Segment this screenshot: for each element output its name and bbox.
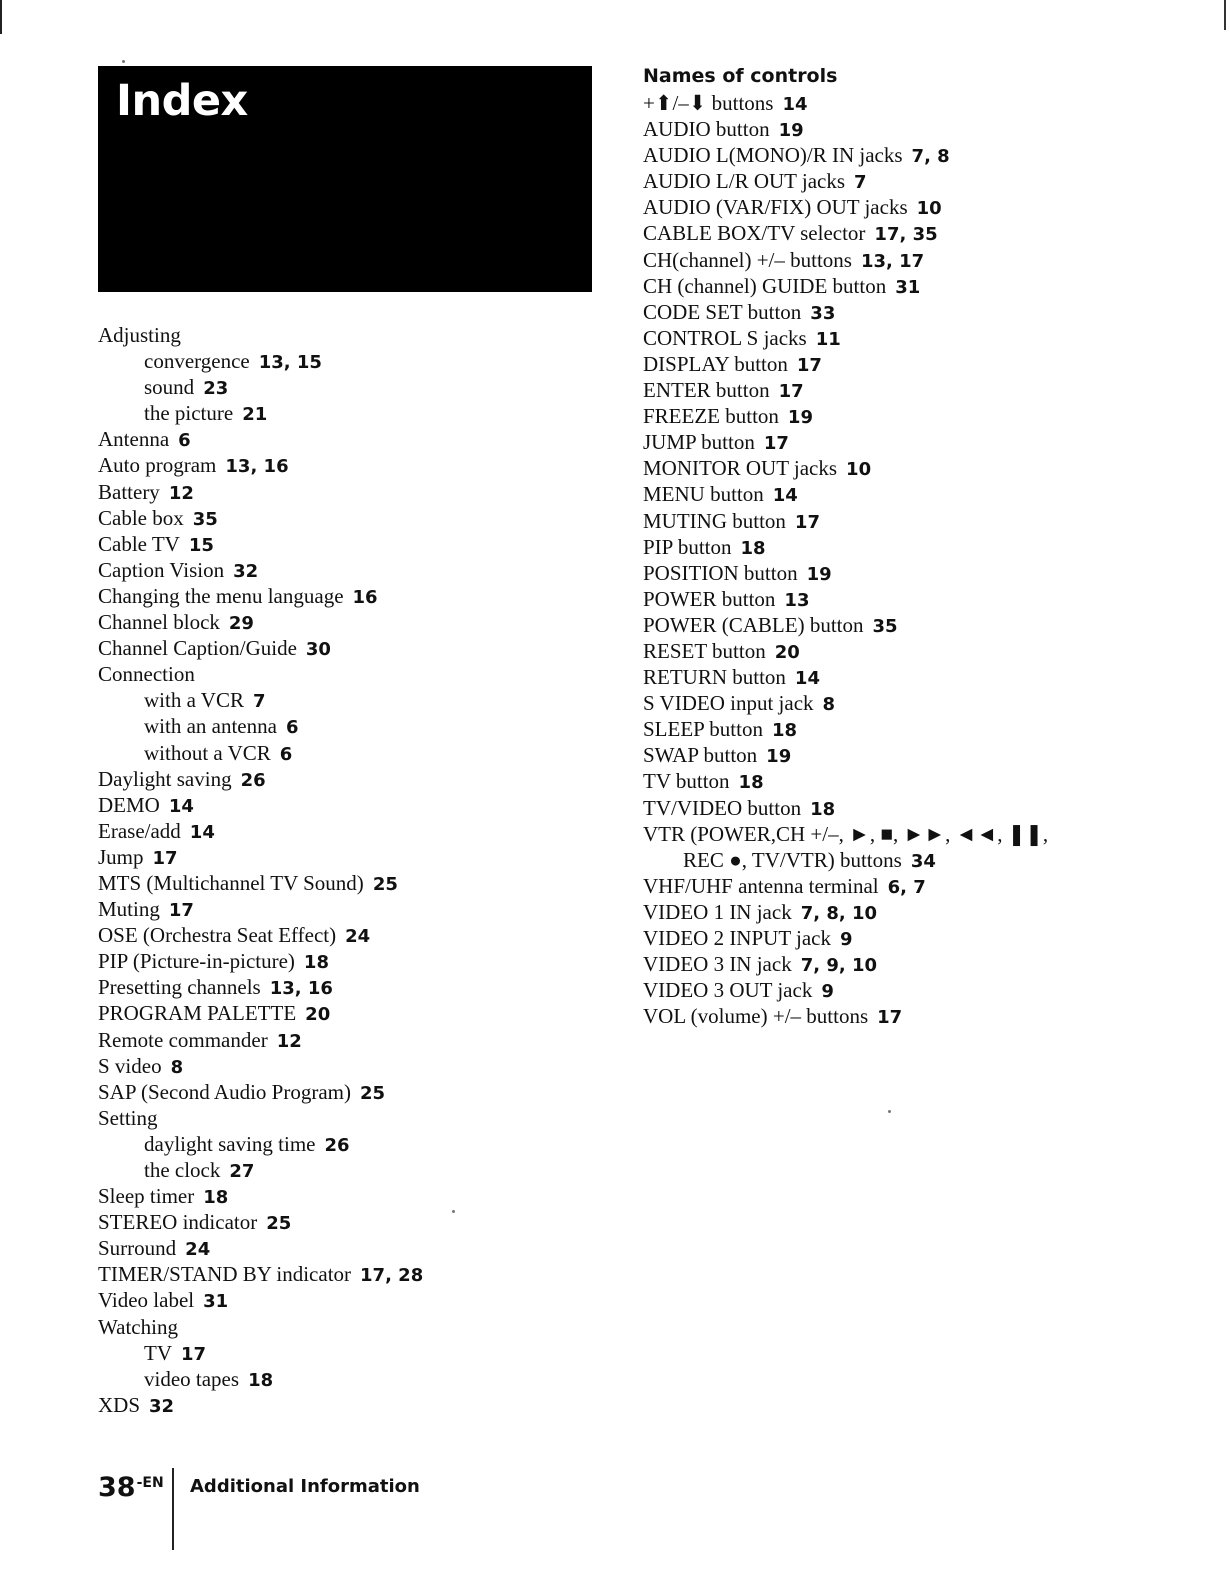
index-entry-text: PIP button xyxy=(643,534,732,559)
index-entry-pages: 12 xyxy=(276,1030,302,1052)
index-entry-text: VTR (POWER,CH +/–, ►, ■, ►►, ◄◄, ❚❚, xyxy=(643,821,1049,846)
index-entry-pages: 8 xyxy=(170,1056,184,1078)
index-entry xyxy=(98,1340,618,1366)
index-entry-text: with an antenna xyxy=(144,714,277,739)
index-entry-text: Remote commander xyxy=(98,1027,268,1052)
index-entry xyxy=(98,948,618,974)
index-entry-text: STEREO indicator xyxy=(98,1210,258,1235)
index-entry xyxy=(643,247,1203,273)
index-entry xyxy=(643,377,1203,403)
index-entry-pages: 17 xyxy=(152,847,178,869)
index-entry-text: PIP (Picture-in-picture) xyxy=(98,949,295,974)
index-entry-text: Setting xyxy=(98,1105,158,1130)
index-entry xyxy=(98,687,618,713)
index-entry-pages: 33 xyxy=(810,302,836,324)
index-entry-text: VIDEO 1 IN jack xyxy=(643,899,792,924)
index-entry-text: CONTROL S jacks xyxy=(643,325,807,350)
index-entry xyxy=(643,429,1203,455)
index-entry xyxy=(98,1287,618,1313)
index-entry-text: +⬆/–⬇ buttons xyxy=(643,91,774,115)
page-title: Index xyxy=(116,76,248,126)
index-entry-pages: 20 xyxy=(305,1004,331,1026)
index-entry xyxy=(98,844,618,870)
index-entry-pages: 7, 8, 10 xyxy=(800,902,878,924)
index-entry-pages: 24 xyxy=(185,1239,211,1261)
index-entry xyxy=(98,531,618,557)
index-entry xyxy=(643,481,1203,507)
index-entry xyxy=(98,505,618,531)
page-language-suffix: -EN xyxy=(136,1475,164,1491)
index-entry-pages: 13 xyxy=(784,589,810,611)
index-entry-text: Connection xyxy=(98,662,195,687)
index-entry xyxy=(98,740,618,766)
index-entry xyxy=(643,899,1203,925)
index-entry-pages: 19 xyxy=(787,407,813,429)
index-entry-text: Adjusting xyxy=(98,323,181,347)
index-entry-text: Video label xyxy=(98,1288,195,1313)
index-entry-text: Changing the menu language xyxy=(98,583,344,608)
index-entry-pages: 31 xyxy=(203,1291,229,1313)
index-entry-text: sound xyxy=(144,375,195,400)
index-entry-pages: 26 xyxy=(240,769,266,791)
index-entry xyxy=(643,638,1203,664)
index-entry-pages: 32 xyxy=(149,1395,175,1417)
index-entry-pages: 18 xyxy=(248,1369,274,1391)
index-entry xyxy=(643,220,1203,246)
index-entry-pages: 31 xyxy=(895,276,921,298)
index-entry xyxy=(643,90,1203,116)
index-entry-text: S VIDEO input jack xyxy=(643,691,814,716)
index-entry-text: Watching xyxy=(98,1314,178,1339)
index-entry-pages: 30 xyxy=(305,639,331,661)
index-entry-pages: 18 xyxy=(303,952,329,974)
scan-speck xyxy=(122,60,125,63)
index-entry-pages: 13, 17 xyxy=(860,250,925,272)
index-entry-pages: 10 xyxy=(846,459,872,481)
index-entry-text: JUMP button xyxy=(643,430,755,455)
index-entry-text: daylight saving time xyxy=(144,1131,316,1156)
index-entry xyxy=(643,925,1203,951)
index-entry-text: TV/VIDEO button xyxy=(643,795,802,820)
index-entry xyxy=(98,400,618,426)
index-entry-pages: 20 xyxy=(774,641,800,663)
scan-edge-mark-right xyxy=(1224,0,1226,30)
index-entry-pages: 17, 28 xyxy=(360,1265,424,1287)
index-entry-text: Jump xyxy=(98,844,144,869)
index-entry xyxy=(643,742,1203,768)
index-entry xyxy=(643,508,1203,534)
index-entry-pages: 25 xyxy=(359,1082,386,1104)
index-entry xyxy=(98,557,618,583)
index-entry-text: Surround xyxy=(98,1236,177,1261)
index-entry-text: SAP (Second Audio Program) xyxy=(98,1079,351,1104)
index-entry-text: Daylight saving xyxy=(98,766,232,791)
index-entry xyxy=(643,873,1203,899)
index-entry-text: AUDIO (VAR/FIX) OUT jacks xyxy=(643,195,908,220)
index-entry xyxy=(98,1235,618,1261)
index-entry xyxy=(643,690,1203,716)
index-entry xyxy=(643,325,1203,351)
index-entry xyxy=(98,766,618,792)
index-entry-pages: 7 xyxy=(252,691,266,713)
index-entry xyxy=(98,870,618,896)
index-entry-text: VIDEO 2 INPUT jack xyxy=(643,926,831,950)
index-entry xyxy=(98,713,618,739)
index-entry-pages: 9 xyxy=(840,929,853,950)
index-entry-text: AUDIO L/R OUT jacks xyxy=(643,169,846,194)
index-entry-text: MUTING button xyxy=(643,508,786,533)
index-entry-text: VOL (volume) +/– buttons xyxy=(643,1004,869,1029)
index-entry-text: the clock xyxy=(144,1158,221,1182)
index-entry-pages: 34 xyxy=(910,850,936,872)
index-entry-text: RETURN button xyxy=(643,665,786,690)
index-entry xyxy=(643,586,1203,612)
index-entry-text: AUDIO L(MONO)/R IN jacks xyxy=(643,143,903,168)
index-entry-text: Cable TV xyxy=(98,531,180,556)
index-entry-text: Battery xyxy=(98,479,160,504)
index-entry-pages: 25 xyxy=(266,1213,292,1235)
index-entry xyxy=(643,951,1203,977)
index-entry-text: TV button xyxy=(643,769,730,794)
index-entry xyxy=(98,974,618,1000)
index-entry-pages: 18 xyxy=(740,537,766,559)
index-entry xyxy=(643,795,1203,821)
index-entry-text: without a VCR xyxy=(144,740,271,765)
index-entry-text: MTS (Multichannel TV Sound) xyxy=(98,870,364,895)
index-entry xyxy=(98,661,618,687)
index-entry-text: MENU button xyxy=(643,482,764,507)
index-entry xyxy=(643,768,1203,794)
index-entry xyxy=(643,1003,1203,1029)
index-entry xyxy=(643,116,1203,142)
index-entry xyxy=(98,374,618,400)
index-entry xyxy=(643,142,1203,168)
index-entry xyxy=(643,560,1203,586)
index-entry xyxy=(643,847,1203,873)
index-entry-pages: 17 xyxy=(168,900,194,922)
index-entry xyxy=(643,977,1203,1003)
index-entry xyxy=(98,1366,618,1392)
index-entry xyxy=(98,922,618,948)
index-entry-pages: 17 xyxy=(796,354,822,376)
index-title-banner xyxy=(98,66,592,292)
index-entry xyxy=(98,1209,618,1235)
index-entry-pages: 14 xyxy=(189,821,215,843)
index-entry-text: Channel block xyxy=(98,610,220,635)
index-entry xyxy=(643,351,1203,377)
index-entry-text: Erase/add xyxy=(98,818,181,843)
index-entry-text: CABLE BOX/TV selector xyxy=(643,221,866,246)
index-entry-pages: 13, 16 xyxy=(225,456,289,478)
index-entry-text: TV xyxy=(144,1340,172,1365)
index-entry-pages: 35 xyxy=(872,615,898,637)
index-entry-text: Sleep timer xyxy=(98,1184,195,1209)
index-entry-text: VIDEO 3 OUT jack xyxy=(643,978,813,1003)
index-entry xyxy=(98,818,618,844)
index-entry-pages: 14 xyxy=(772,485,798,507)
index-entry xyxy=(98,1000,618,1026)
index-entry-text: the picture xyxy=(144,401,234,426)
index-entry-pages: 14 xyxy=(794,668,820,690)
index-entry-text: FREEZE button xyxy=(643,404,779,429)
index-entry-pages: 13, 15 xyxy=(258,352,322,374)
index-entry xyxy=(643,455,1203,481)
index-entry xyxy=(98,609,618,635)
index-entry-text: AUDIO button xyxy=(643,117,770,142)
index-entry xyxy=(643,194,1203,220)
index-entry-text: PROGRAM PALETTE xyxy=(98,1001,297,1026)
index-entry-text: S video xyxy=(98,1053,162,1078)
index-entry-text: SLEEP button xyxy=(643,717,763,742)
index-entry-text: Cable box xyxy=(98,505,184,530)
index-entry-text: Auto program xyxy=(98,453,217,478)
index-entry-pages: 15 xyxy=(188,534,214,556)
index-entry xyxy=(643,612,1203,638)
index-entry-pages: 25 xyxy=(372,873,398,895)
index-entry-pages: 14 xyxy=(782,94,808,115)
index-entry-pages: 35 xyxy=(192,508,218,530)
index-entry xyxy=(98,1053,618,1079)
index-entry-text: Channel Caption/Guide xyxy=(98,636,297,661)
index-entry-pages: 19 xyxy=(806,563,832,585)
index-entry-pages: 18 xyxy=(810,798,836,820)
index-entry-text: POWER button xyxy=(643,586,776,611)
index-entry xyxy=(98,1157,618,1183)
index-entry-text: OSE (Orchestra Seat Effect) xyxy=(98,923,337,948)
index-entry-text: Muting xyxy=(98,897,160,922)
scan-edge-mark-left xyxy=(0,0,2,34)
index-entry xyxy=(643,664,1203,690)
index-entry xyxy=(98,1027,618,1053)
index-entry xyxy=(98,348,618,374)
section-heading-names-of-controls: Names of controls xyxy=(643,65,838,87)
index-entry-pages: 18 xyxy=(203,1187,229,1209)
index-entry-text: XDS xyxy=(98,1392,141,1417)
index-entry-pages: 8 xyxy=(822,694,836,716)
index-entry-text: with a VCR xyxy=(144,688,244,713)
index-entry-pages: 17 xyxy=(778,381,804,403)
index-entry-pages: 19 xyxy=(766,746,792,768)
index-entry-pages: 6 xyxy=(285,717,299,739)
index-entry-pages: 7 xyxy=(854,172,867,194)
scan-speck xyxy=(888,1110,891,1113)
index-entry-pages: 7, 9, 10 xyxy=(800,955,878,977)
index-entry-pages: 17 xyxy=(763,433,789,455)
index-entry xyxy=(98,792,618,818)
index-entry-pages: 27 xyxy=(229,1161,255,1182)
index-entry-pages: 13, 16 xyxy=(269,978,333,1000)
index-column-left xyxy=(98,322,618,1418)
index-entry-pages: 18 xyxy=(738,772,764,794)
index-entry-pages: 6 xyxy=(279,743,293,765)
index-entry xyxy=(98,1183,618,1209)
index-entry xyxy=(643,716,1203,742)
index-entry xyxy=(98,896,618,922)
index-entry-pages: 9 xyxy=(821,981,834,1003)
index-entry-text: TIMER/STAND BY indicator xyxy=(98,1262,352,1287)
index-entry xyxy=(98,1261,618,1287)
index-entry-text: convergence xyxy=(144,349,250,374)
index-entry-pages: 7, 8 xyxy=(911,146,950,168)
index-entry-pages: 17 xyxy=(181,1343,207,1365)
index-entry-text: video tapes xyxy=(144,1366,240,1391)
index-entry xyxy=(98,1079,618,1105)
index-entry-text: Caption Vision xyxy=(98,557,225,582)
index-entry-text: POWER (CABLE) button xyxy=(643,612,864,637)
footer-section-title: Additional Information xyxy=(190,1476,420,1497)
index-entry xyxy=(98,426,618,452)
index-entry xyxy=(98,322,618,348)
index-entry-text: CH(channel) +/– buttons xyxy=(643,247,852,272)
index-entry-pages: 16 xyxy=(352,586,378,608)
index-entry-pages: 6 xyxy=(178,430,191,452)
index-entry xyxy=(98,479,618,505)
index-entry-text: Antenna xyxy=(98,427,170,452)
index-entry-pages: 17, 35 xyxy=(874,224,938,246)
index-entry-pages: 17 xyxy=(794,511,820,533)
index-column-right xyxy=(643,62,1203,1029)
index-entry-text: CH (channel) GUIDE button xyxy=(643,273,887,298)
index-entry-text: DISPLAY button xyxy=(643,351,788,376)
index-entry xyxy=(643,821,1203,847)
index-entry-pages: 23 xyxy=(203,378,229,400)
index-entry-pages: 11 xyxy=(815,328,841,350)
index-entry-pages: 12 xyxy=(168,482,194,504)
index-entry-text: ENTER button xyxy=(643,378,770,403)
index-entry-pages: 6, 7 xyxy=(887,876,926,898)
index-entry-pages: 24 xyxy=(345,926,371,948)
index-entry-pages: 19 xyxy=(778,120,804,142)
index-entry xyxy=(643,299,1203,325)
names-of-controls-list xyxy=(643,90,1203,1029)
index-entry-pages: 14 xyxy=(168,795,194,817)
index-entry-pages: 21 xyxy=(242,404,268,426)
index-entry-text: VHF/UHF antenna terminal xyxy=(643,873,879,898)
index-entry-text: RESET button xyxy=(643,638,766,663)
index-entry-text: Presetting channels xyxy=(98,975,261,1000)
index-entry-pages: 10 xyxy=(916,198,942,220)
index-entry xyxy=(98,1105,618,1131)
index-entry-pages: 29 xyxy=(228,613,254,635)
index-entry xyxy=(98,583,618,609)
index-entry-pages: 18 xyxy=(771,720,798,742)
index-entry-pages: 32 xyxy=(233,560,259,582)
index-entry-text: CODE SET button xyxy=(643,299,802,324)
index-entry xyxy=(98,452,618,478)
index-entry-pages: 26 xyxy=(324,1134,350,1156)
index-entry-text: SWAP button xyxy=(643,743,758,768)
index-entry-text: MONITOR OUT jacks xyxy=(643,456,838,481)
index-entry xyxy=(643,403,1203,429)
index-entry xyxy=(98,635,618,661)
index-entry xyxy=(98,1314,618,1340)
index-entry xyxy=(643,534,1203,560)
index-entry xyxy=(98,1131,618,1157)
footer-divider xyxy=(172,1468,174,1550)
index-entry xyxy=(98,1392,618,1418)
index-entry-text: REC ●, TV/VTR) buttons xyxy=(683,847,902,872)
index-entry-text: VIDEO 3 IN jack xyxy=(643,952,792,977)
index-entry-text: DEMO xyxy=(98,792,160,817)
index-entry-pages: 17 xyxy=(877,1007,903,1029)
index-entry xyxy=(643,273,1203,299)
index-entry xyxy=(643,168,1203,194)
page-number: $38^{-EN}$ xyxy=(98,1472,164,1503)
index-entry-text: POSITION button xyxy=(643,560,798,585)
